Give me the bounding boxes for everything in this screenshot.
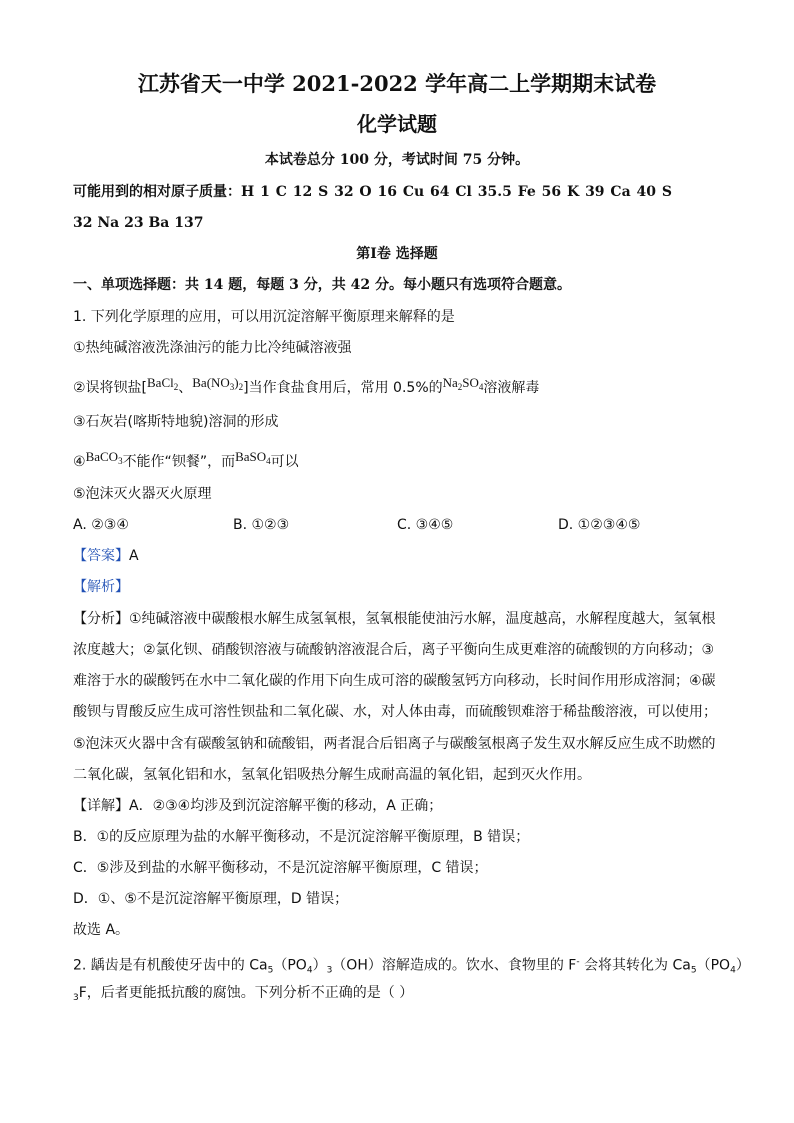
formula-baco3 (86, 449, 123, 464)
q1-item-2-text-b: ]当作食盐食用后，常用 0.5%的 (243, 380, 443, 396)
formula-na2so4-sub4: 4 (478, 382, 484, 392)
q1-item-4-text-b: 不能作“钡餐”，而 (122, 454, 236, 470)
detail-line: C．⑤涉及到盐的水解平衡移动，不是沉淀溶解平衡原理，C 错误； (73, 860, 488, 876)
formula-bano3-sub: 3 (229, 382, 235, 392)
q1-choice-a: A. ②③④ (73, 517, 129, 533)
formula-na2so4-so: SO (462, 375, 479, 390)
q2-text-e: 会将其转化为 Ca (579, 957, 691, 974)
formula-bano3-base: Ba(NO (192, 375, 230, 390)
detail-line: D．①、⑤不是沉淀溶解平衡原理，D 错误； (73, 891, 349, 907)
q2-sub-3: 3 (326, 965, 333, 976)
q2-sub-3b: 3 (73, 993, 79, 1003)
analysis-line: 二氧化碳，氢氧化铝和水，氢氧化铝吸热分解生成耐高温的氧化铝，起到灭火作用。 (73, 767, 591, 783)
q2-sub-po4b: 4 (730, 965, 736, 976)
q2-sub-ca5b: 5 (690, 965, 697, 976)
analysis-label: 【解析】 (73, 579, 129, 595)
formula-bano3-sub2: 2 (238, 382, 244, 392)
formula-baso4 (235, 449, 271, 464)
question-2-stem-line-2 (73, 983, 413, 1008)
answer-label: 【答案】 (73, 548, 129, 564)
analysis-line: 酸钡与胃酸反应生成可溶性钡盐和二氧化碳、水，对人体由毒，而硫酸钡难溶于稀盐酸溶液，可以使用； (73, 704, 717, 720)
q2-sub-po4: 4 (306, 965, 313, 976)
formula-baso4-base: BaSO (235, 449, 267, 464)
q2-sup-minus: - (576, 957, 580, 967)
analysis-line: 浓度越大；②氯化钡、硝酸钡溶液与硫酸钠溶液混合后，离子平衡向生成更难溶的硫酸钡的方向移动；③ (73, 642, 715, 658)
q1-item-2 (73, 375, 540, 402)
q2-text-f: （PO (696, 957, 731, 974)
formula-bano3 (192, 375, 243, 390)
detail-line: 故选 A。 (73, 922, 130, 938)
atomic-masses-line-2: 32 Na 23 Ba 137 (73, 215, 204, 231)
volume-heading: 第Ⅰ卷 选择题 (356, 246, 438, 262)
formula-baso4-sub: 4 (266, 456, 271, 466)
detail-line: 【详解】A．②③④均涉及到沉淀溶解平衡的移动，A 正确； (73, 798, 443, 814)
formula-baco3-base: BaCO (85, 449, 119, 464)
answer-value: A (129, 548, 139, 564)
formula-baco3-sub: 3 (118, 456, 123, 466)
q1-item-4-text-c: 可以 (270, 454, 299, 470)
q1-item-2-sep: 、 (178, 380, 193, 396)
formula-na2so4 (443, 375, 484, 390)
q2-text-g: ） (735, 957, 750, 974)
q2-text-h: F，后者更能抵抗酸的腐蚀。下列分析不正确的是（ ） (78, 985, 414, 1001)
question-2-stem-line-1 (73, 952, 750, 981)
analysis-line: 难溶于水的碳酸钙在水中二氧化碳的作用下向生成可溶的碳酸氢钙方向移动，长时间作用形成溶洞；④碳 (73, 673, 716, 689)
q1-item-4 (73, 449, 299, 476)
q1-choice-b: B. ①②③ (233, 517, 290, 533)
q1-answer (73, 546, 139, 566)
formula-bacl2 (147, 375, 178, 390)
q1-choice-c: C. ③④⑤ (397, 517, 454, 533)
q1-item-4-text-a: ④ (73, 454, 86, 470)
subject-title: 化学试题 (357, 112, 437, 136)
analysis-line: ⑤泡沫灭火器中含有碳酸氢钠和硫酸铝，两者混合后铝离子与碳酸氢根离子发生双水解反应生成不助燃的 (73, 736, 716, 752)
q2-text-b: （PO (273, 957, 307, 974)
q2-sub-ca5: 5 (267, 965, 274, 976)
formula-na2so4-sub: 2 (457, 382, 463, 392)
exam-info: 本试卷总分 100 分，考试时间 75 分钟。 (264, 152, 530, 168)
q1-item-1: ①热纯碱溶液洗涤油污的能力比冷纯碱溶液强 (73, 340, 352, 356)
section-heading: 一、单项选择题：共 14 题，每题 3 分，共 42 分。每小题只有选项符合题意。 (73, 277, 571, 293)
q1-choice-d: D. ①②③④⑤ (558, 517, 641, 533)
formula-bano3-close: ) (234, 375, 239, 390)
q1-item-2-text-a: ②误将钡盐[ (73, 380, 148, 396)
q2-text-d: （OH）溶解造成的。饮水、食物里的 F (332, 957, 577, 974)
q1-item-5: ⑤泡沫灭火器灭火原理 (73, 486, 212, 502)
q1-item-3: ③石灰岩(喀斯特地貌)溶洞的形成 (73, 414, 279, 430)
q1-item-2-text-c: 溶液解毒 (483, 380, 540, 396)
exam-title: 江苏省天一中学 2021-2022 学年高二上学期期末试卷 (137, 71, 657, 96)
formula-bacl2-base: BaCl (147, 375, 174, 390)
atomic-masses-line-1: 可能用到的相对原子质量：H 1 C 12 S 32 O 16 Cu 64 Cl 35.5 Fe 56 K 39 Ca 40 S (73, 184, 672, 200)
analysis-line: 【分析】①纯碱溶液中碳酸根水解生成氢氧根，氢氧根能使油污水解，温度越高，水解程度越大，氢氧根 (73, 611, 716, 627)
q2-text-a: 2. 龋齿是有机酸使牙齿中的 Ca (73, 957, 268, 974)
formula-bacl2-sub: 2 (173, 382, 179, 392)
question-1-stem: 1. 下列化学原理的应用，可以用沉淀溶解平衡原理来解释的是 (73, 309, 455, 325)
q2-text-c: ） (312, 957, 327, 974)
formula-na2so4-na: Na (442, 375, 458, 390)
detail-line: B．①的反应原理为盐的水解平衡移动，不是沉淀溶解平衡原理，B 错误； (73, 829, 530, 845)
